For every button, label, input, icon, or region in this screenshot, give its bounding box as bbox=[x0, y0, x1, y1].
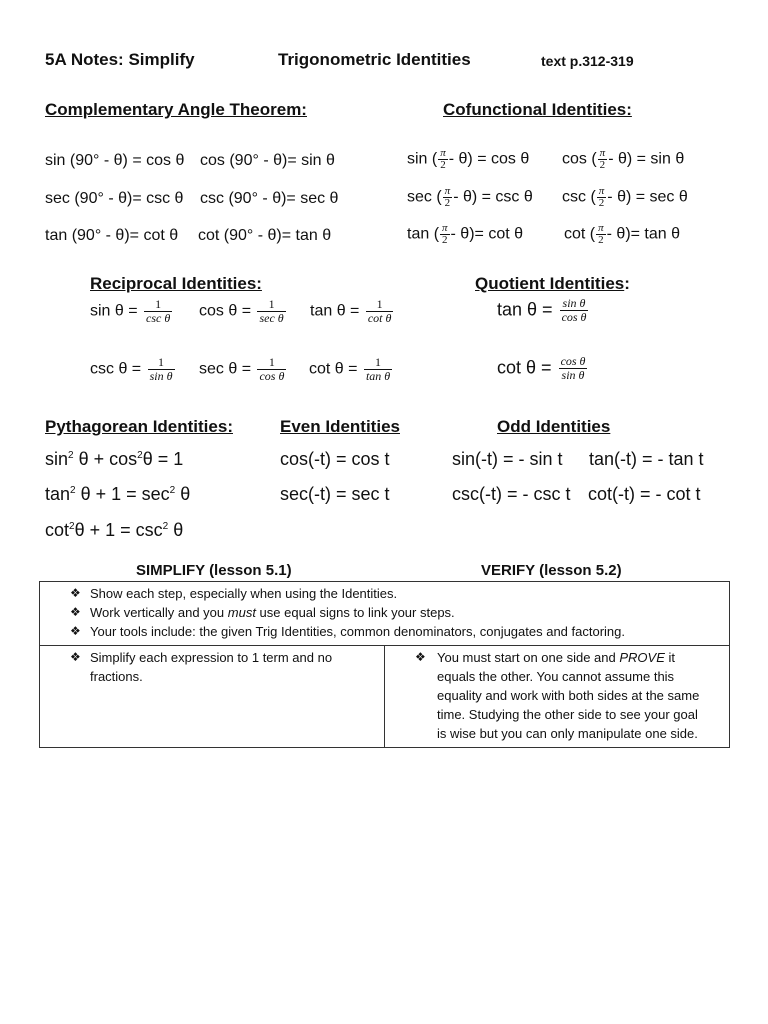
odd-eq: csc(-t) = - csc t bbox=[452, 484, 571, 504]
pythagorean-eq: $\tan^2 \theta + 1 = \sec^2 \theta$ bbox=[45, 484, 191, 504]
pythagorean-eq: $\sin^2 \theta + \cos^2\theta = 1$ bbox=[45, 449, 184, 469]
simplify-heading: SIMPLIFY (lesson 5.1) bbox=[136, 562, 292, 579]
reciprocal-eq: tan θ = $\frac{1}{\text{cot θ}}$ bbox=[310, 297, 392, 325]
list-item: ❖ Your tools include: the given Trig Identities, common denominators, conjugates and factoring. bbox=[46, 622, 723, 641]
complementary-heading: Complementary Angle Theorem: bbox=[45, 100, 307, 119]
complementary-eq: sin (90° - θ) = cos θ bbox=[45, 152, 185, 169]
list-item: ❖ Work vertically and you must use equal signs to link your steps. bbox=[46, 603, 723, 622]
cofunctional-eq: sec ( $\frac{\pi}{2}$ - θ) = csc θ bbox=[407, 185, 533, 209]
even-heading: Even Identities bbox=[280, 417, 400, 436]
cofunctional-eq: sin ( $\frac{\pi}{2}$ - θ) = cos θ bbox=[407, 147, 530, 171]
text-reference: text p.312-319 bbox=[541, 53, 634, 69]
reciprocal-heading: Reciprocal Identities: bbox=[90, 274, 262, 293]
general-rules-list bbox=[46, 584, 723, 641]
pythagorean-heading: Pythagorean Identities: bbox=[45, 417, 233, 436]
even-eq: sec(-t) = sec t bbox=[280, 484, 390, 504]
table-row bbox=[40, 646, 730, 748]
quotient-eq: cot θ = $\frac{\text{cos θ}}{\text{sin θ}}$ bbox=[497, 354, 586, 382]
verify-heading: VERIFY (lesson 5.2) bbox=[481, 562, 622, 579]
reciprocal-eq: csc θ = $\frac{1}{\text{sin θ}}$ bbox=[90, 355, 173, 383]
cofunctional-heading: Cofunctional Identities: bbox=[443, 100, 632, 119]
complementary-eq: sec (90° - θ)= csc θ bbox=[45, 190, 184, 207]
even-eq: cos(-t) = cos t bbox=[280, 449, 390, 469]
odd-eq: sin(-t) = - sin t bbox=[452, 449, 563, 469]
general-rules-cell bbox=[40, 582, 730, 646]
rules-table bbox=[39, 581, 730, 748]
quotient-eq: tan θ = $\frac{\text{sin θ}}{\text{cos θ}}$ bbox=[497, 296, 587, 324]
complementary-eq: cos (90° - θ)= sin θ bbox=[200, 152, 335, 169]
reciprocal-eq: cos θ = $\frac{1}{\text{sec θ}}$ bbox=[199, 297, 284, 325]
cofunctional-eq: cot ( $\frac{\pi}{2}$ - θ)= tan θ bbox=[564, 222, 681, 246]
table-row bbox=[40, 582, 730, 646]
complementary-eq: tan (90° - θ)= cot θ bbox=[45, 227, 179, 244]
page-title: 5A Notes: Simplify bbox=[45, 50, 195, 69]
list-item: ❖ Show each step, especially when using the Identities. bbox=[46, 584, 723, 603]
odd-eq: cot(-t) = - cot t bbox=[588, 484, 701, 504]
pythagorean-eq: $\cot^2\theta + 1 = \csc^2 \theta$ bbox=[45, 520, 184, 540]
simplify-list bbox=[46, 648, 378, 686]
reciprocal-eq: sec θ = $\frac{1}{\text{cos θ}}$ bbox=[199, 355, 285, 383]
cofunctional-eq: tan ( $\frac{\pi}{2}$ - θ)= cot θ bbox=[407, 222, 524, 246]
reciprocal-eq: cot θ = $\frac{1}{\text{tan θ}}$ bbox=[309, 355, 391, 383]
quotient-heading: Quotient Identities: bbox=[475, 274, 630, 293]
odd-heading: Odd Identities bbox=[497, 417, 611, 436]
cofunctional-eq: cos ( $\frac{\pi}{2}$ - θ) = sin θ bbox=[562, 147, 685, 171]
simplify-cell bbox=[40, 646, 385, 748]
cofunctional-eq: csc ( $\frac{\pi}{2}$ - θ) = sec θ bbox=[562, 185, 688, 209]
page-subtitle: Trigonometric Identities bbox=[278, 50, 471, 69]
verify-list bbox=[391, 648, 723, 743]
odd-eq: tan(-t) = - tan t bbox=[589, 449, 704, 469]
verify-cell bbox=[385, 646, 730, 748]
list-item: ❖ You must start on one side and PROVE it equals the other. You cannot assume this equality and work with both sides at the same time. Studying the other side to see your goal is wise but you can only manipulate one side. bbox=[391, 648, 723, 743]
list-item: ❖ Simplify each expression to 1 term and no fractions. bbox=[46, 648, 378, 686]
complementary-eq: csc (90° - θ)= sec θ bbox=[200, 190, 339, 207]
complementary-eq: cot (90° - θ)= tan θ bbox=[198, 227, 332, 244]
reciprocal-eq: sin θ = $\frac{1}{\text{csc θ}}$ bbox=[90, 297, 171, 325]
